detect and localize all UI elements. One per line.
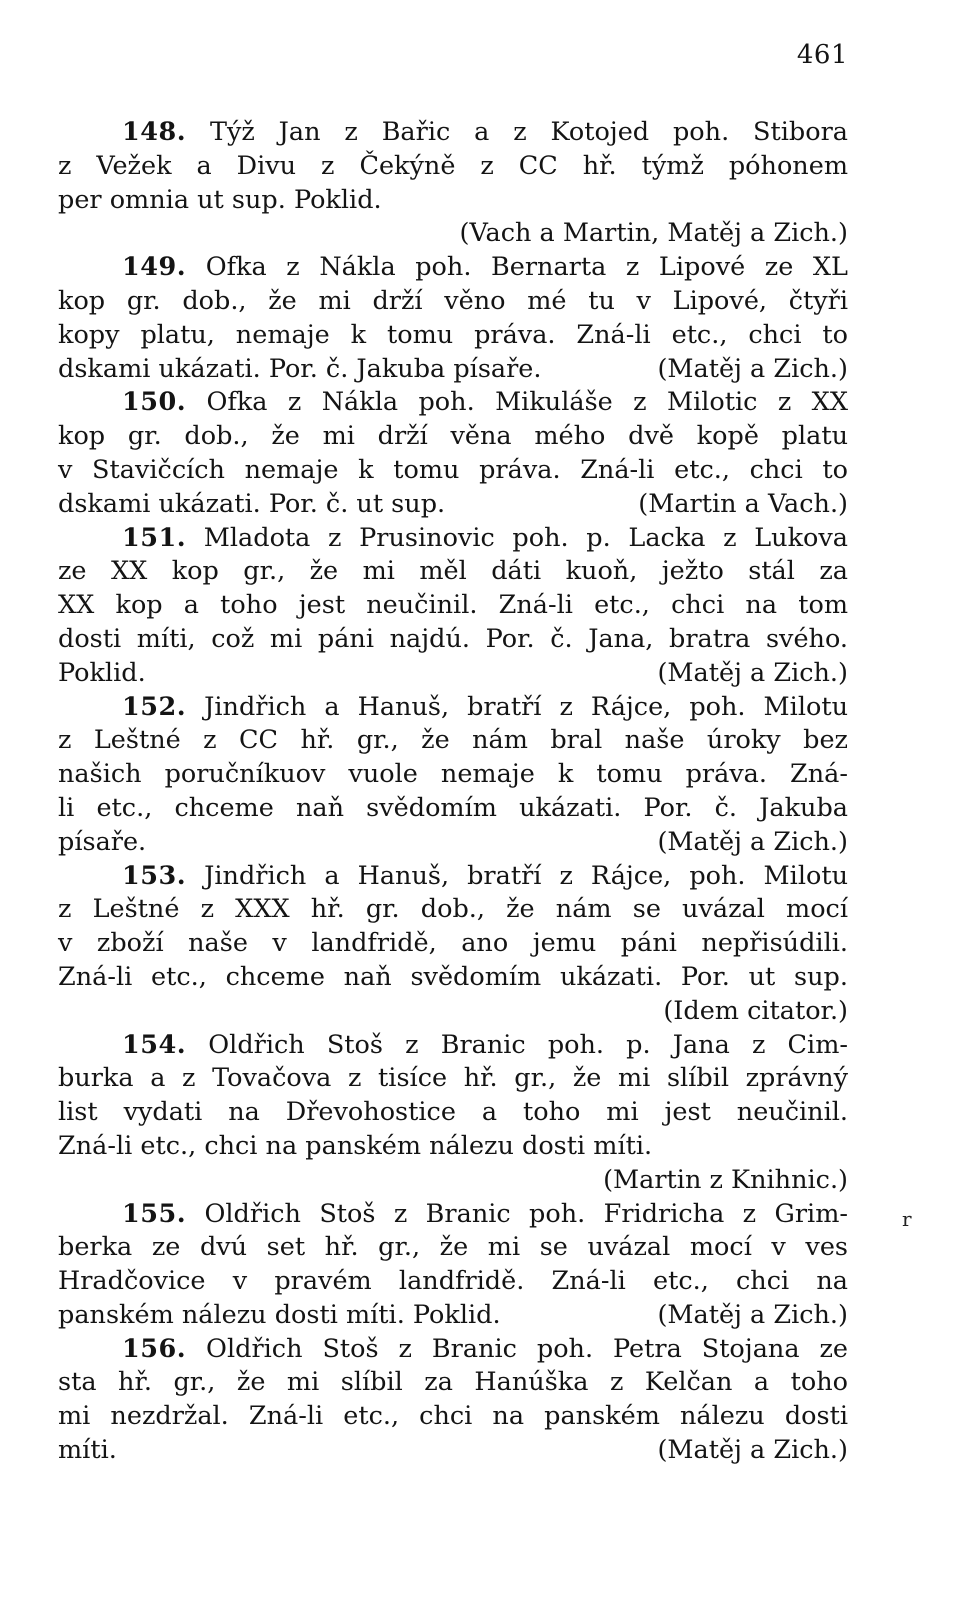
entry-line: ze XX kop gr., že mi měl dáti kuoň, ježto stál za (58, 556, 848, 587)
entry-line: z Leštné z XXX hř. gr. dob., že nám se uvázal mocí (58, 894, 848, 925)
entry-152 (58, 691, 848, 860)
entry-line: Hradčovice v pravém landfridě. Zná-li etc., chci na (58, 1266, 848, 1297)
entry-line (58, 860, 848, 894)
entry-line (58, 386, 848, 420)
entry-line (58, 1333, 848, 1367)
entry-number: 150. (122, 387, 187, 418)
entry-line (58, 1029, 848, 1063)
entry-line (58, 522, 848, 556)
entry-text: Oldřich Stoš z Branic poh. Petra Stojana ze (186, 1333, 848, 1364)
entry-witnesses: (Matěj a Zich.) (657, 826, 848, 857)
entry-line: z Vežek a Divu z Čekýně z CC hř. týmž póhonem (58, 150, 848, 181)
entry-150 (58, 386, 848, 521)
entry-line (58, 1299, 848, 1333)
entry-line: kop gr. dob., že mi drží věno mé tu v Lipové, čtyři (58, 285, 848, 316)
page-number: 461 (796, 40, 848, 70)
entry-line: Zná-li etc., chceme naň svědomím ukázati. Por. ut sup. (58, 961, 848, 992)
entry-line: Zná-li etc., chci na panském nálezu dosti míti. (58, 1130, 653, 1161)
entry-text: Jindřich a Hanuš, bratří z Rájce, poh. Milotu (186, 860, 848, 891)
entry-text: Poklid. (58, 657, 146, 688)
entry-line: li etc., chceme naň svědomím ukázati. Por. č. Jakuba (58, 792, 848, 823)
entry-text: panském nálezu dosti míti. Poklid. (58, 1299, 501, 1330)
entry-witnesses: (Matěj a Zich.) (657, 657, 848, 688)
entry-line (58, 116, 848, 150)
entry-line (58, 353, 848, 387)
entry-148 (58, 116, 848, 251)
entry-text: míti. (58, 1435, 117, 1466)
entry-text: Jindřich a Hanuš, bratří z Rájce, poh. Milotu (186, 691, 848, 722)
entry-text: Mladota z Prusinovic poh. p. Lacka z Lukova (186, 522, 848, 553)
entry-151 (58, 522, 848, 691)
entry-number: 153. (122, 860, 187, 891)
entry-text: písaře. (58, 826, 147, 857)
entry-line: kop gr. dob., že mi drží věna mého dvě kopě platu (58, 421, 848, 452)
entry-line (58, 488, 848, 522)
entry-154 (58, 1029, 848, 1198)
entry-line: kopy platu, nemaje k tomu práva. Zná-li etc., chci to (58, 319, 848, 350)
entry-line (58, 1434, 848, 1468)
entry-text: Oldřich Stoš z Branic poh. Fridricha z Grim- (186, 1198, 848, 1229)
entry-line: XX kop a toho jest neučinil. Zná-li etc., chci na tom (58, 590, 848, 621)
entry-text: dskami ukázati. Por. č. Jakuba písaře. (58, 353, 542, 384)
margin-mark: r (902, 1207, 912, 1231)
entry-line (58, 691, 848, 725)
entry-line: z Leštné z CC hř. gr., že nám bral naše úroky bez (58, 725, 848, 756)
entry-156 (58, 1333, 848, 1468)
entry-witnesses: (Martin z Knihnic.) (603, 1164, 848, 1195)
entry-number: 148. (122, 117, 187, 147)
entry-153 (58, 860, 848, 1029)
entry-number: 156. (122, 1333, 187, 1364)
entry-witnesses: (Matěj a Zich.) (657, 1299, 848, 1330)
entry-line: burka a z Tovačova z tisíce hř. gr., že mi slíbil zprávný (58, 1063, 848, 1094)
entry-155 (58, 1198, 848, 1333)
entry-line: v zboží naše v landfridě, ano jemu páni nepřisúdili. (58, 928, 848, 959)
entry-149 (58, 251, 848, 386)
entry-text: Ofka z Nákla poh. Bernarta z Lipové ze XL (186, 252, 848, 283)
entry-line: dosti míti, což mi páni najdú. Por. č. Jana, bratra svého. (58, 623, 848, 654)
entry-line (58, 1198, 848, 1232)
entry-line (58, 251, 848, 285)
entry-line (58, 826, 848, 860)
entry-number: 151. (122, 522, 187, 553)
entry-line: list vydati na Dřevohostice a toho mi jest neučinil. (58, 1097, 848, 1128)
entry-text: Týž Jan z Bařic a z Kotojed poh. Stibora (186, 117, 848, 147)
entry-line (58, 657, 848, 691)
entries-list (58, 116, 848, 1468)
entry-text: dskami ukázati. Por. č. ut sup. (58, 488, 446, 519)
entry-line: našich poručníkuov vuole nemaje k tomu práva. Zná- (58, 759, 848, 790)
entry-witnesses: (Idem citator.) (663, 995, 848, 1026)
entry-witnesses: (Matěj a Zich.) (657, 353, 848, 384)
entry-number: 152. (122, 691, 187, 722)
entry-line: v Stavičcích nemaje k tomu práva. Zná-li etc., chci to (58, 454, 848, 485)
entry-witnesses: (Matěj a Zich.) (657, 1435, 848, 1466)
entry-text: Oldřich Stoš z Branic poh. p. Jana z Cim- (186, 1029, 848, 1060)
entry-text: Ofka z Nákla poh. Mikuláše z Milotic z XX (186, 387, 848, 418)
entry-witnesses: (Martin a Vach.) (638, 488, 848, 519)
entry-witnesses: (Vach a Martin, Matěj a Zich.) (459, 218, 848, 249)
entry-line: per omnia ut sup. Poklid. (58, 184, 382, 215)
entry-line: mi nezdržal. Zná-li etc., chci na panském nálezu dosti (58, 1401, 848, 1432)
entry-line: berka ze dvú set hř. gr., že mi se uvázal mocí v ves (58, 1232, 848, 1263)
entry-number: 154. (122, 1029, 187, 1060)
entry-line: sta hř. gr., že mi slíbil za Hanúška z Kelčan a toho (58, 1367, 848, 1398)
entry-number: 155. (122, 1198, 187, 1229)
entry-number: 149. (122, 252, 187, 283)
